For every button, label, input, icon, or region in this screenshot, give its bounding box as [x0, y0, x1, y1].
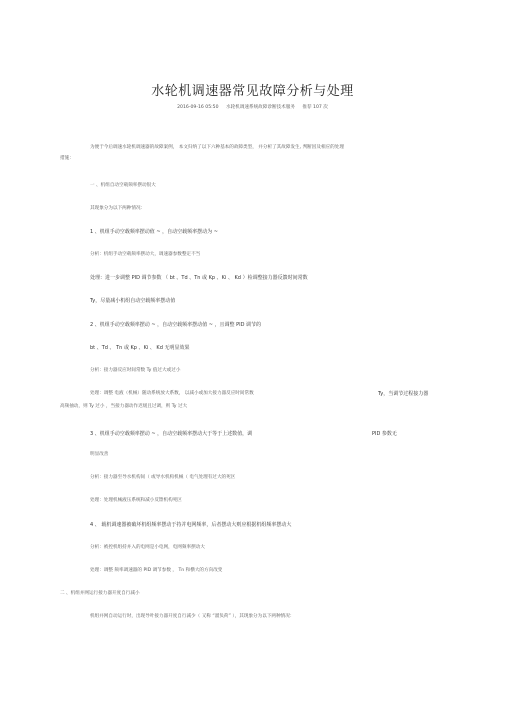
case-2-treatment-right: Ty，当调节过程接力器	[378, 391, 429, 397]
case-2-title-cont: bt 、Td 、 Tn 或 Kp 、Ki 、 Kd 无明显效果	[90, 345, 190, 351]
section-heading-1: 一 、机组自动空载频率摆动很大	[90, 183, 156, 188]
case-4-analysis: 分析：被控机组持并入的电网是小电网，电网频率摆动大	[90, 545, 205, 550]
case-2-title: 2 、机组手动空载频率摆动 ~ ，自动空载频率摆动值 ~ ，且调整 PID 调节的	[90, 322, 262, 328]
case-1-analysis: 分析：机组手动空载频率摆动大，调速器参数整定不当	[90, 252, 201, 257]
case-3-title-cont: 明显改善	[90, 452, 109, 457]
case-1-treatment: 处理：进一步调整 PID 调节参数 （ bt 、Td 、Tn 或 Kp 、Ki 、 Kd ）检调整接力器反馈时间常数	[90, 275, 308, 281]
case-2-analysis: 分析：接力器反应时间常数 Ty 值过大或过小	[90, 368, 181, 373]
phenomenon-intro: 其现象分为以下两种情况：	[90, 206, 146, 211]
intro-line-2: 措施：	[60, 156, 74, 161]
publish-datetime: 2016-09-16 05:50	[177, 105, 219, 110]
case-3-title: 3 、机组手动空载频率摆动 ~ ，自动空载频率摆动大于等于上述数值，调	[90, 431, 253, 437]
intro-line-1: 为便于今后调速水轮机调速器的故障案例， 本文归纳了以下六种基本的故障类型， 并分析了其故障发生, 判断因及相应的处理	[90, 145, 344, 150]
case-4-title: 4 、 载机调速器被破坏机组频率摆动于持并电网频率，后者摆动大则应根据机组频率摆动大	[90, 522, 292, 528]
case-1-title: 1 、机组手动空载频率摆动值 ~ ，自动空载频率摆动为 ~	[90, 229, 218, 235]
case-1-treatment-cont: Ty，尽量减小机组自动空载频率摆动值	[90, 298, 176, 304]
case-4-treatment: 处理：调整 频率调速器的 PID 调节参数 ， Tn 和横大的方向改变	[90, 568, 223, 573]
article-title: 水轮机调速器常见故障分析与处理	[151, 84, 354, 99]
case-3-title-right: PID 参数无	[372, 431, 397, 437]
section-2-intro: 机组并网自动运行时，出现导叶接力器开度自行减少（ 又称 “溜负荷” ），其现象分为以下两种情况：	[90, 614, 295, 619]
article-meta	[0, 104, 505, 110]
article-source: 水轮机调速系统故障诊断技术服务	[226, 105, 295, 110]
case-2-treatment: 处理：调整 电液（机械）随动系统放大系数， 以减小或加大接力器反应时间常数	[90, 391, 254, 396]
section-heading-2: 二 、机组并网运行接力器开度自行减小	[60, 591, 140, 596]
case-3-treatment: 处理：处理机械液压系统和减小反馈机构死区	[90, 498, 182, 503]
case-2-treatment-cont: 高频抽动，则 Ty 过小 ，当接力器动作迟缓且过调，则 Ty 过大	[60, 404, 188, 409]
view-count: 推荐 107 次	[302, 105, 328, 110]
case-3-analysis: 分析：接力器至导水机构间（ 或导水机构机械（ 电气处理有过大的死区	[90, 475, 236, 480]
